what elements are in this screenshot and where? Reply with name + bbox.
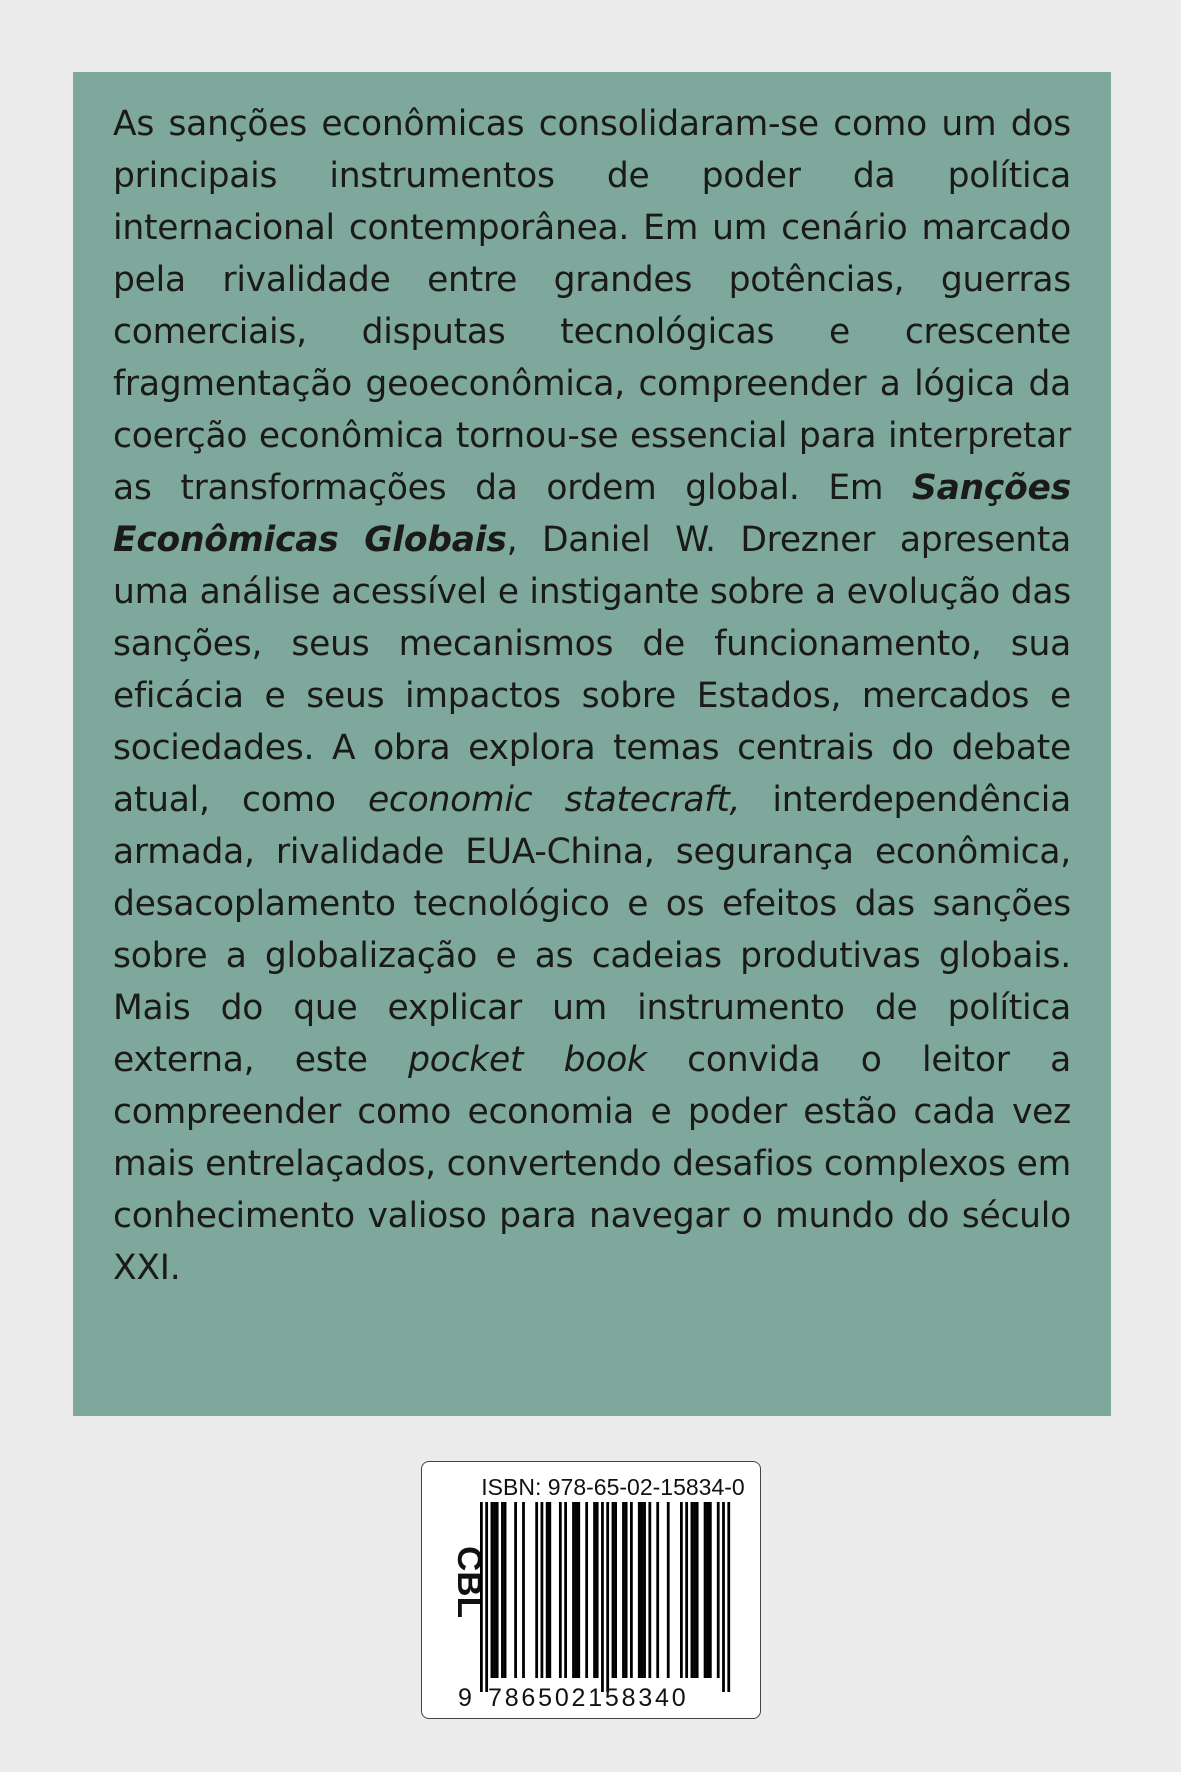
barcode-bar: [648, 1502, 651, 1678]
barcode-bar: [596, 1502, 599, 1678]
barcode-bar: [577, 1502, 580, 1678]
barcode-bar: [614, 1502, 617, 1678]
barcode-bar: [535, 1502, 538, 1678]
barcode-bar: [706, 1502, 709, 1678]
barcode-bar: [546, 1502, 549, 1678]
blurb-part-4: convida o leitor a compreender como economia e poder estão cada vez mais entrelaçados, convertendo desafios complexos em conhecimento valioso para navegar o mundo do século XXI.: [113, 1040, 1071, 1288]
barcode-bar: [480, 1502, 483, 1692]
term-pocket-book: pocket book: [408, 1040, 647, 1080]
isbn-number: ISBN: 978-65-02-15834-0: [481, 1474, 745, 1500]
barcode-bar: [564, 1502, 567, 1678]
blurb-part-2: , Daniel W. Drezner apresenta uma análise acessível e instigante sobre a evolução das sanções, seus mecanismos de funcionamento, sua eficácia e seus impactos sobre Estados, mercados e sociedades. A obra explora temas centrais do debate atual, como: [113, 520, 1072, 820]
barcode-bar: [496, 1502, 499, 1678]
barcode-bar: [559, 1502, 562, 1678]
barcode-bar: [548, 1502, 551, 1678]
barcode-bar: [491, 1502, 494, 1678]
barcode-bar: [696, 1502, 699, 1678]
barcode-bar: [709, 1502, 712, 1678]
barcode-bar: [680, 1502, 683, 1678]
barcode-bar: [704, 1502, 707, 1678]
book-title: Sanções Econômicas Globais: [113, 468, 1071, 560]
barcode-bar: [493, 1502, 496, 1678]
barcode-bar: [541, 1502, 544, 1678]
barcode-bar: [612, 1502, 615, 1678]
barcode-bar: [504, 1502, 507, 1678]
isbn-barcode-label: [421, 1461, 761, 1719]
barcode-bar: [606, 1502, 609, 1692]
cbl-logo-text: CBL: [450, 1546, 488, 1616]
cbl-logo-icon: [430, 1542, 488, 1622]
barcode-bar: [638, 1502, 641, 1678]
barcode-bar: [593, 1502, 596, 1678]
barcode-bar: [693, 1502, 696, 1678]
barcode-bar: [514, 1502, 517, 1678]
barcode-bar: [667, 1502, 670, 1678]
barcode-remaining-digits: 786502158340: [488, 1684, 689, 1712]
barcode-bar: [727, 1502, 730, 1692]
blurb-part-3: interdependência armada, rivalidade EUA-China, segurança econômica, desacoplamento tecnológico e os efeitos das sanções sobre a globalização e as cadeias produtivas globais. Mais do que explicar um instrumento de política externa, este: [113, 780, 1071, 1080]
barcode-graphic: [480, 1502, 730, 1692]
barcode-bar: [630, 1502, 633, 1678]
term-economic-statecraft: economic statecraft,: [367, 780, 741, 820]
barcode-bar: [717, 1502, 720, 1678]
barcode-bar: [501, 1502, 504, 1678]
barcode-bar: [622, 1502, 625, 1678]
barcode-bar: [643, 1502, 646, 1678]
blurb-part-1: As sanções econômicas consolidaram-se como um dos principais instrumentos de poder da política internacional contemporânea. Em um cenário marcado pela rivalidade entre grandes potências, guerras comerciais, disputas tecnológicas e crescente fragmentação geoeconômica, compreender a lógica da coerção econômica tornou-se essencial para interpretar as transformações da ordem global. Em: [113, 104, 1071, 508]
barcode-bar: [691, 1502, 694, 1678]
barcode-bar: [575, 1502, 578, 1678]
barcode-bar: [685, 1502, 688, 1678]
barcode-bar: [722, 1502, 725, 1692]
barcode-first-digit: 9: [458, 1684, 473, 1712]
barcode-bar: [601, 1502, 604, 1692]
barcode-bar: [656, 1502, 659, 1678]
back-cover-blurb-panel: [73, 72, 1111, 1416]
barcode-bar: [572, 1502, 575, 1678]
blurb-text: [113, 98, 1071, 1294]
barcode-bar: [585, 1502, 588, 1678]
barcode-bar: [625, 1502, 628, 1678]
barcode-bar: [485, 1502, 488, 1692]
barcode-bar: [522, 1502, 525, 1678]
barcode-bar: [641, 1502, 644, 1678]
